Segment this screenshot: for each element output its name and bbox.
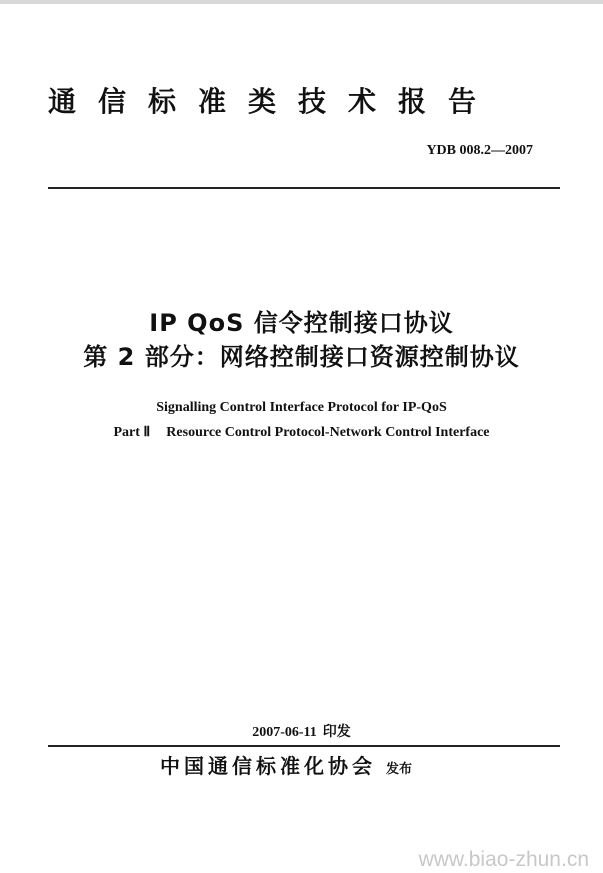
site-watermark: www.biao-zhun.cn [418,848,589,871]
issue-label: 印发 [322,724,351,740]
publish-label: 发布 [386,762,413,777]
footer-divider [48,745,560,747]
issue-date: 2007-06-11 [252,725,317,740]
title-en-line2-text: Resource Control Protocol-Network Control Interface [166,425,490,440]
title-en-line2 [0,424,603,441]
title-cn-line2: 第 2 部分：网络控制接口资源控制协议 [83,343,520,371]
standard-number: YDB 008.2—2007 [426,143,533,158]
title-en-line1: Signalling Control Interface Protocol for IP-QoS [156,400,447,415]
issuer-line [160,750,412,779]
report-type-heading: 通信标准类技术报告 [48,85,499,118]
page-top-edge [0,0,603,4]
issuing-organization: 中国通信标准化协会 [160,754,376,778]
title-cn-line1: IP QoS 信令控制接口协议 [149,309,454,337]
title-en-part-label: Part Ⅱ [113,425,151,440]
issue-date-line [0,721,603,741]
header-divider [48,187,560,189]
